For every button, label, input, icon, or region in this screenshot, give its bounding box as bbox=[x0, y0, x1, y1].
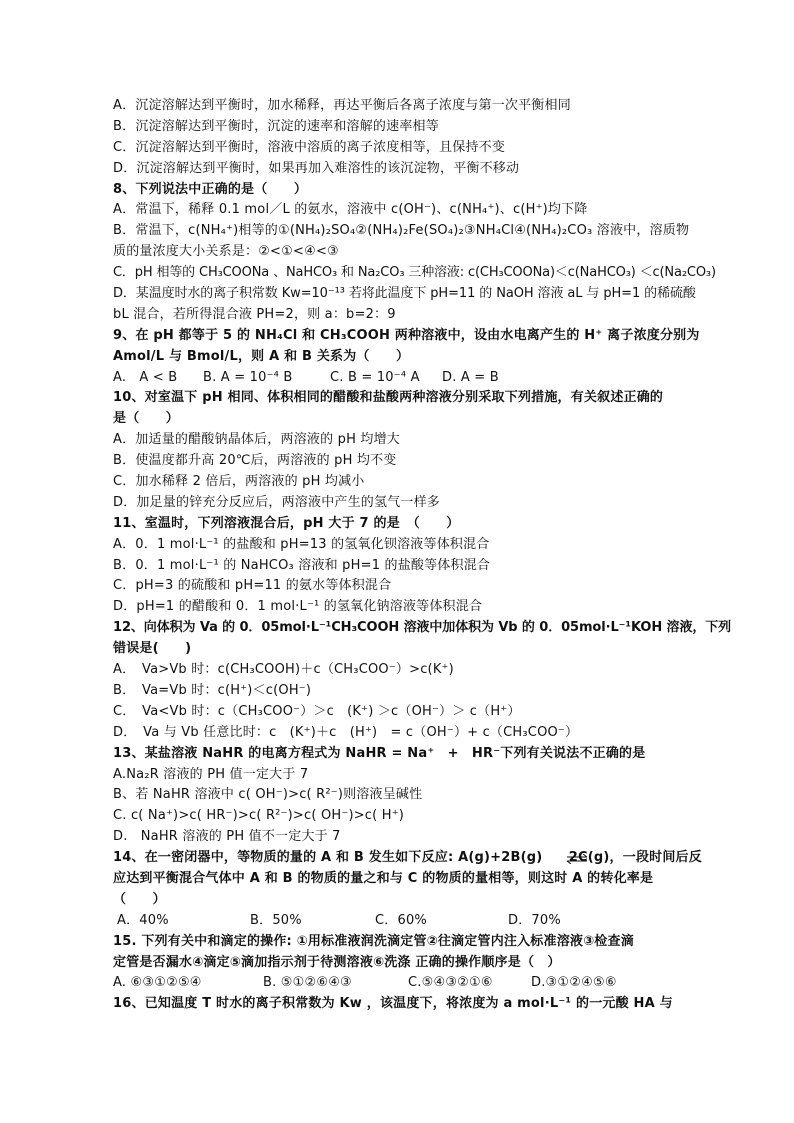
q7-option-d: D．沉淀溶解达到平衡时，如果再加入难溶性的该沉淀物，平衡不移动 bbox=[113, 160, 520, 176]
q11-option-d: D．pH=1 的醋酸和 0．1 mol·L⁻¹ 的氢氧化钠溶液等体积混合 bbox=[113, 599, 483, 615]
equilibrium-arrow-icon bbox=[566, 854, 588, 864]
q13-option-a: A.Na₂R 溶液的 PH 值一定大于 7 bbox=[113, 766, 309, 782]
q15-stem-line1: 15. 下列有关中和滴定的操作: ①用标准液润洗滴定管②往滴定管内注入标准溶液③检查滴 bbox=[113, 933, 634, 949]
q12-stem-line1: 12、向体积为 Va 的 0．05mol·L⁻¹CH₃COOH 溶液中加体积为 Vb 的 0．05mol·L⁻¹KOH 溶液，下列 bbox=[113, 620, 732, 636]
q14-option-c: C．60% bbox=[375, 912, 427, 928]
q11-option-b: B．0．1 mol·L⁻¹ 的 NaHCO₃ 溶液和 pH=1 的盐酸等体积混合 bbox=[113, 557, 491, 573]
q10-stem-line2: 是（ ） bbox=[113, 411, 180, 427]
q12-option-b: B． Va=Vb 时：c(H⁺)＜c(OH⁻) bbox=[113, 682, 312, 698]
q13-option-b: B、若 NaHR 溶液中 c( OH⁻)>c( R²⁻)则溶液呈碱性 bbox=[113, 787, 423, 803]
q7-option-a: A．沉淀溶解达到平衡时，加水稀释，再达平衡后各离子浓度与第一次平衡相同 bbox=[113, 98, 571, 113]
q11-option-c: C．pH=3 的硫酸和 pH=11 的氨水等体积混合 bbox=[113, 578, 392, 594]
q15-option-d: D.③①②④⑤⑥ bbox=[531, 975, 617, 991]
q9-stem-line2: Amol/L 与 Bmol/L，则 A 和 B 关系为（ ） bbox=[113, 348, 410, 364]
q12-option-c: C． Va<Vb 时：c（CH₃COO⁻）＞c (K⁺) ＞c（OH⁻）＞ c（H⁺） bbox=[113, 703, 521, 719]
q7-option-b: B．沉淀溶解达到平衡时，沉淀的速率和溶解的速率相等 bbox=[113, 118, 439, 134]
q9-option-b: B. A = 10⁻⁴ B bbox=[203, 369, 293, 385]
q12-option-d: D． Va 与 Vb 任意比时：c (K⁺)＋c (H⁺) = c（OH⁻）+ c（CH₃COO⁻） bbox=[113, 724, 579, 740]
q9-options bbox=[113, 368, 688, 389]
q12-stem-line2: 错误是( ) bbox=[113, 641, 192, 657]
q10-option-a: A．加适量的醋酸钠晶体后，两溶液的 pH 均增大 bbox=[113, 432, 400, 448]
q12-option-a: A． Va>Vb 时：c(CH₃COOH)＋c（CH₃COO⁻）>c(K⁺) bbox=[113, 662, 454, 678]
q15-option-c: C.⑤④③②①⑥ bbox=[408, 975, 493, 991]
q11-stem: 11、室温时，下列溶液混合后，pH 大于 7 的是 （ ） bbox=[113, 515, 460, 531]
q8-stem: 8、下列说法中正确的是（ ） bbox=[113, 181, 308, 197]
q14-stem-line1 bbox=[113, 848, 702, 869]
q10-option-b: B．使温度都升高 20℃后，两溶液的 pH 均不变 bbox=[113, 453, 397, 469]
q14-option-d: D．70% bbox=[508, 912, 561, 928]
q10-stem-line1: 10、对室温下 pH 相同、体积相同的醋酸和盐酸两种溶液分别采取下列措施，有关叙述正确的 bbox=[113, 390, 664, 406]
q10-option-d: D．加足量的锌充分反应后，两溶液中产生的氢气一样多 bbox=[113, 494, 441, 510]
q13-option-d: D. NaHR 溶液的 PH 值不一定大于 7 bbox=[113, 829, 341, 845]
q15-options bbox=[113, 973, 688, 994]
q13-stem: 13、某盐溶液 NaHR 的电离方程式为 NaHR = Na⁺ + HR⁻下列有关说法不正确的是 bbox=[113, 745, 646, 761]
q15-stem-line2: 定管是否漏水④滴定⑤滴加指示剂于待测溶液⑥洗涤 正确的操作顺序是（ ） bbox=[113, 954, 561, 970]
q14-stem-line2: 应达到平衡混合气体中 A 和 B 的物质的量之和与 C 的物质的量相等，则这时 A 的转化率是 bbox=[113, 870, 654, 886]
q8-option-d-line2: bL 混合，若所得混合液 PH=2，则 a：b=2：9 bbox=[113, 306, 396, 322]
q7-option-c: C．沉淀溶解达到平衡时，溶液中溶质的离子浓度相等，且保持不变 bbox=[113, 139, 506, 155]
q9-option-c: C. B = 10⁻⁴ A bbox=[330, 369, 420, 385]
q8-option-b-line1: B．常温下，c(NH₄⁺)相等的①(NH₄)₂SO₄②(NH₄)₂Fe(SO₄)₂③NH₄Cl④(NH₄)₂CO₃ 溶液中，溶质物 bbox=[113, 223, 690, 239]
q8-option-b-line2: 质的量浓度大小关系是：②<①<④<③ bbox=[113, 244, 339, 260]
q14-stem-line1-text: 14、在一密闭器中，等物质的量的 A 和 B 发生如下反应: A(g)+2B(g) 2C(g)，一段时间后反 bbox=[113, 850, 702, 866]
q8-option-c: C．pH 相等的 CH₃COONa 、NaHCO₃ 和 Na₂CO₃ 三种溶液: c(CH₃COONa)＜c(NaHCO₃) ＜c(Na₂CO₃) bbox=[113, 265, 716, 281]
q8-option-d-line1: D．某温度时水的离子积常数 Kw=10⁻¹³ 若将此温度下 pH=11 的 NaOH 溶液 aL 与 pH=1 的稀硫酸 bbox=[113, 286, 696, 302]
q9-stem-line1: 9、在 pH 都等于 5 的 NH₄Cl 和 CH₃COOH 两种溶液中，设由水电离产生的 H⁺ 离子浓度分别为 bbox=[113, 327, 700, 343]
q14-stem-line3: （ ） bbox=[113, 891, 166, 907]
q9-option-a: A. A < B bbox=[113, 369, 178, 385]
q15-option-a: A. ⑥③①②⑤④ bbox=[113, 975, 202, 991]
q14-option-a: A．40% bbox=[117, 912, 169, 928]
q13-option-c: C. c( Na⁺)>c( HR⁻)>c( R²⁻)>c( OH⁻)>c( H⁺) bbox=[113, 808, 405, 824]
q9-option-d: D. A = B bbox=[442, 369, 499, 385]
q14-option-b: B．50% bbox=[250, 912, 302, 928]
q14-options bbox=[113, 911, 688, 932]
q11-option-a: A．0．1 mol·L⁻¹ 的盐酸和 pH=13 的氢氧化钡溶液等体积混合 bbox=[113, 536, 490, 552]
exam-page bbox=[113, 96, 732, 1015]
q8-option-a: A．常温下，稀释 0.1 mol／L 的氨水，溶液中 c(OH⁻)、c(NH₄⁺)、c(H⁺)均下降 bbox=[113, 202, 588, 218]
q15-option-b: B. ⑤①②⑥④③ bbox=[263, 975, 352, 991]
q10-option-c: C．加水稀释 2 倍后，两溶液的 pH 均减小 bbox=[113, 474, 365, 490]
q16-stem: 16、已知温度 T 时水的离子积常数为 Kw ，该温度下，将浓度为 a mol·L⁻¹ 的一元酸 HA 与 bbox=[113, 996, 673, 1012]
